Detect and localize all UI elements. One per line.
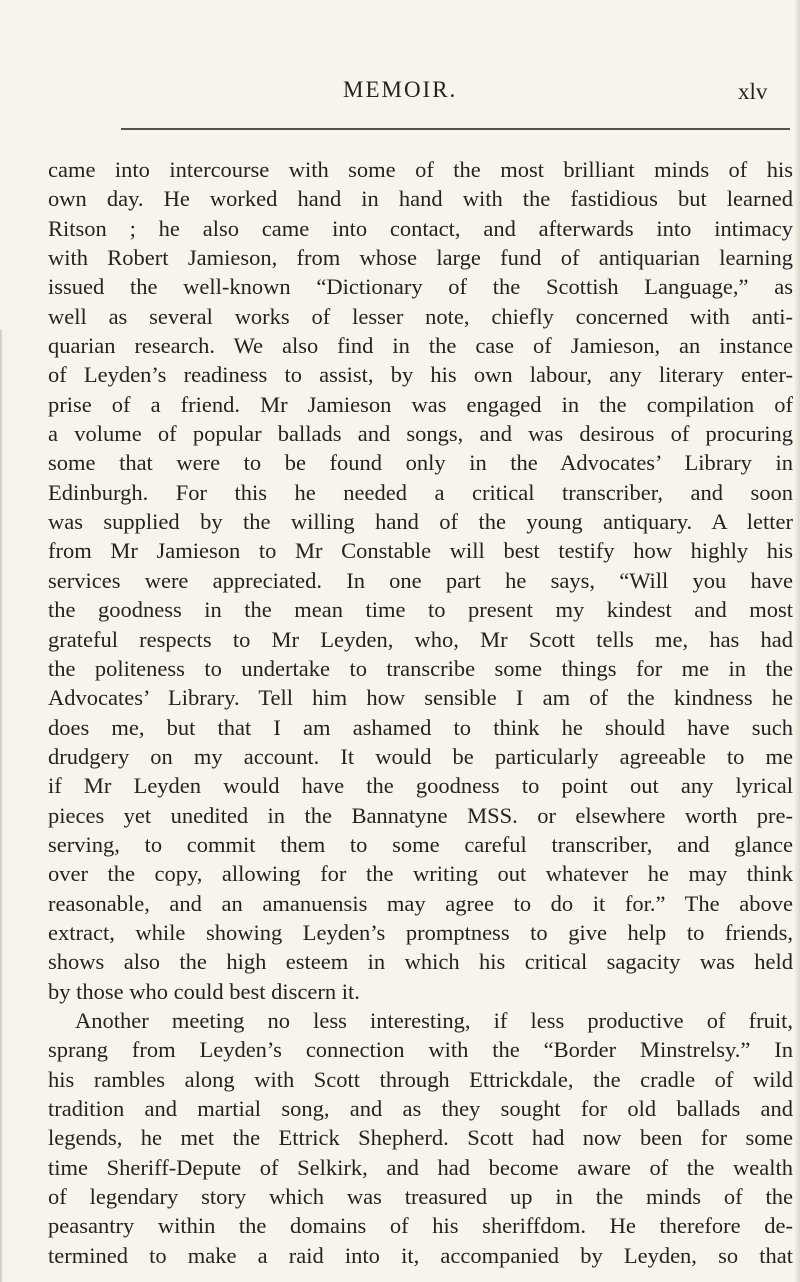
text-line: from Mr Jamieson to Mr Constable will best testify how highly his (48, 538, 793, 564)
text-line: pieces yet unedited in the Bannatyne MSS. or elsewhere worth pre- (48, 802, 793, 828)
text-line: Edinburgh. For this he needed a critical transcriber, and soon (48, 479, 793, 505)
text-line: termined to make a raid into it, accompanied by Leyden, so that (48, 1242, 793, 1268)
text-line: came into intercourse with some of the most brilliant minds of his (48, 157, 793, 182)
text-line: quarian research. We also find in the case of Jamieson, an instance (48, 333, 793, 359)
text-line: over the copy, allowing for the writing out whatever he may think (48, 861, 793, 887)
page-left-edge-shadow (0, 330, 3, 1282)
text-line: if Mr Leyden would have the goodness to point out any lyrical (48, 773, 793, 799)
text-line: well as several works of lesser note, chiefly concerned with anti- (48, 303, 793, 329)
text-line: extract, while showing Leyden’s promptness to give help to friends, (48, 919, 793, 945)
text-line: serving, to commit them to some careful transcriber, and glance (48, 831, 793, 857)
text-line: was supplied by the willing hand of the young antiquary. A letter (48, 509, 793, 535)
text-line: of Leyden’s readiness to assist, by his own labour, any literary enter- (48, 362, 793, 388)
text-line: own day. He worked hand in hand with the fastidious but learned (48, 186, 793, 212)
text-line: the politeness to undertake to transcribe some things for me in the (48, 655, 793, 681)
running-head-title: MEMOIR. (343, 77, 458, 102)
text-line: services were appreciated. In one part he says, “Will you have (48, 567, 793, 593)
text-line: with Robert Jamieson, from whose large fund of antiquarian learning (48, 245, 793, 271)
text-line: peasantry within the domains of his sheriffdom. He therefore de- (48, 1213, 793, 1239)
text-line: grateful respects to Mr Leyden, who, Mr Scott tells me, has had (48, 626, 793, 652)
text-line: a volume of popular ballads and songs, and was desirous of procuring (48, 421, 793, 447)
header-rule (121, 128, 790, 130)
text-line: some that were to be found only in the Advocates’ Library in (48, 450, 793, 476)
text-line: his rambles along with Scott through Ettrickdale, the cradle of wild (48, 1066, 793, 1092)
text-line: Advocates’ Library. Tell him how sensible I am of the kindness he (48, 685, 793, 711)
text-line: Ritson ; he also came into contact, and afterwards into intimacy (48, 215, 793, 241)
text-line: drudgery on my account. It would be particularly agreeable to me (48, 743, 793, 769)
text-line: prise of a friend. Mr Jamieson was engaged in the compilation of (48, 391, 793, 417)
paragraph-end-line: by those who could best discern it. (48, 978, 360, 1004)
text-line: of legendary story which was treasured up in the minds of the (48, 1184, 793, 1210)
text-line: issued the well-known “Dictionary of the Scottish Language,” as (48, 274, 793, 300)
text-line: the goodness in the mean time to present my kindest and most (48, 597, 793, 623)
page-number: xlv (738, 79, 768, 104)
text-line: reasonable, and an amanuensis may agree to do it for.” The above (48, 890, 793, 916)
text-line: shows also the high esteem in which his critical sagacity was held (48, 949, 793, 975)
body-text (48, 155, 793, 1270)
text-line: legends, he met the Ettrick Shepherd. Scott had now been for some (48, 1125, 793, 1151)
paragraph-start-line: Another meeting no less interesting, if less productive of fruit, (75, 1007, 793, 1033)
text-line: does me, but that I am ashamed to think he should have such (48, 714, 793, 740)
page-right-edge-shadow (794, 0, 800, 1282)
text-line: time Sheriff-Depute of Selkirk, and had become aware of the wealth (48, 1154, 793, 1180)
text-line: sprang from Leyden’s connection with the “Border Minstrelsy.” In (48, 1037, 793, 1063)
text-line: tradition and martial song, and as they sought for old ballads and (48, 1096, 793, 1121)
